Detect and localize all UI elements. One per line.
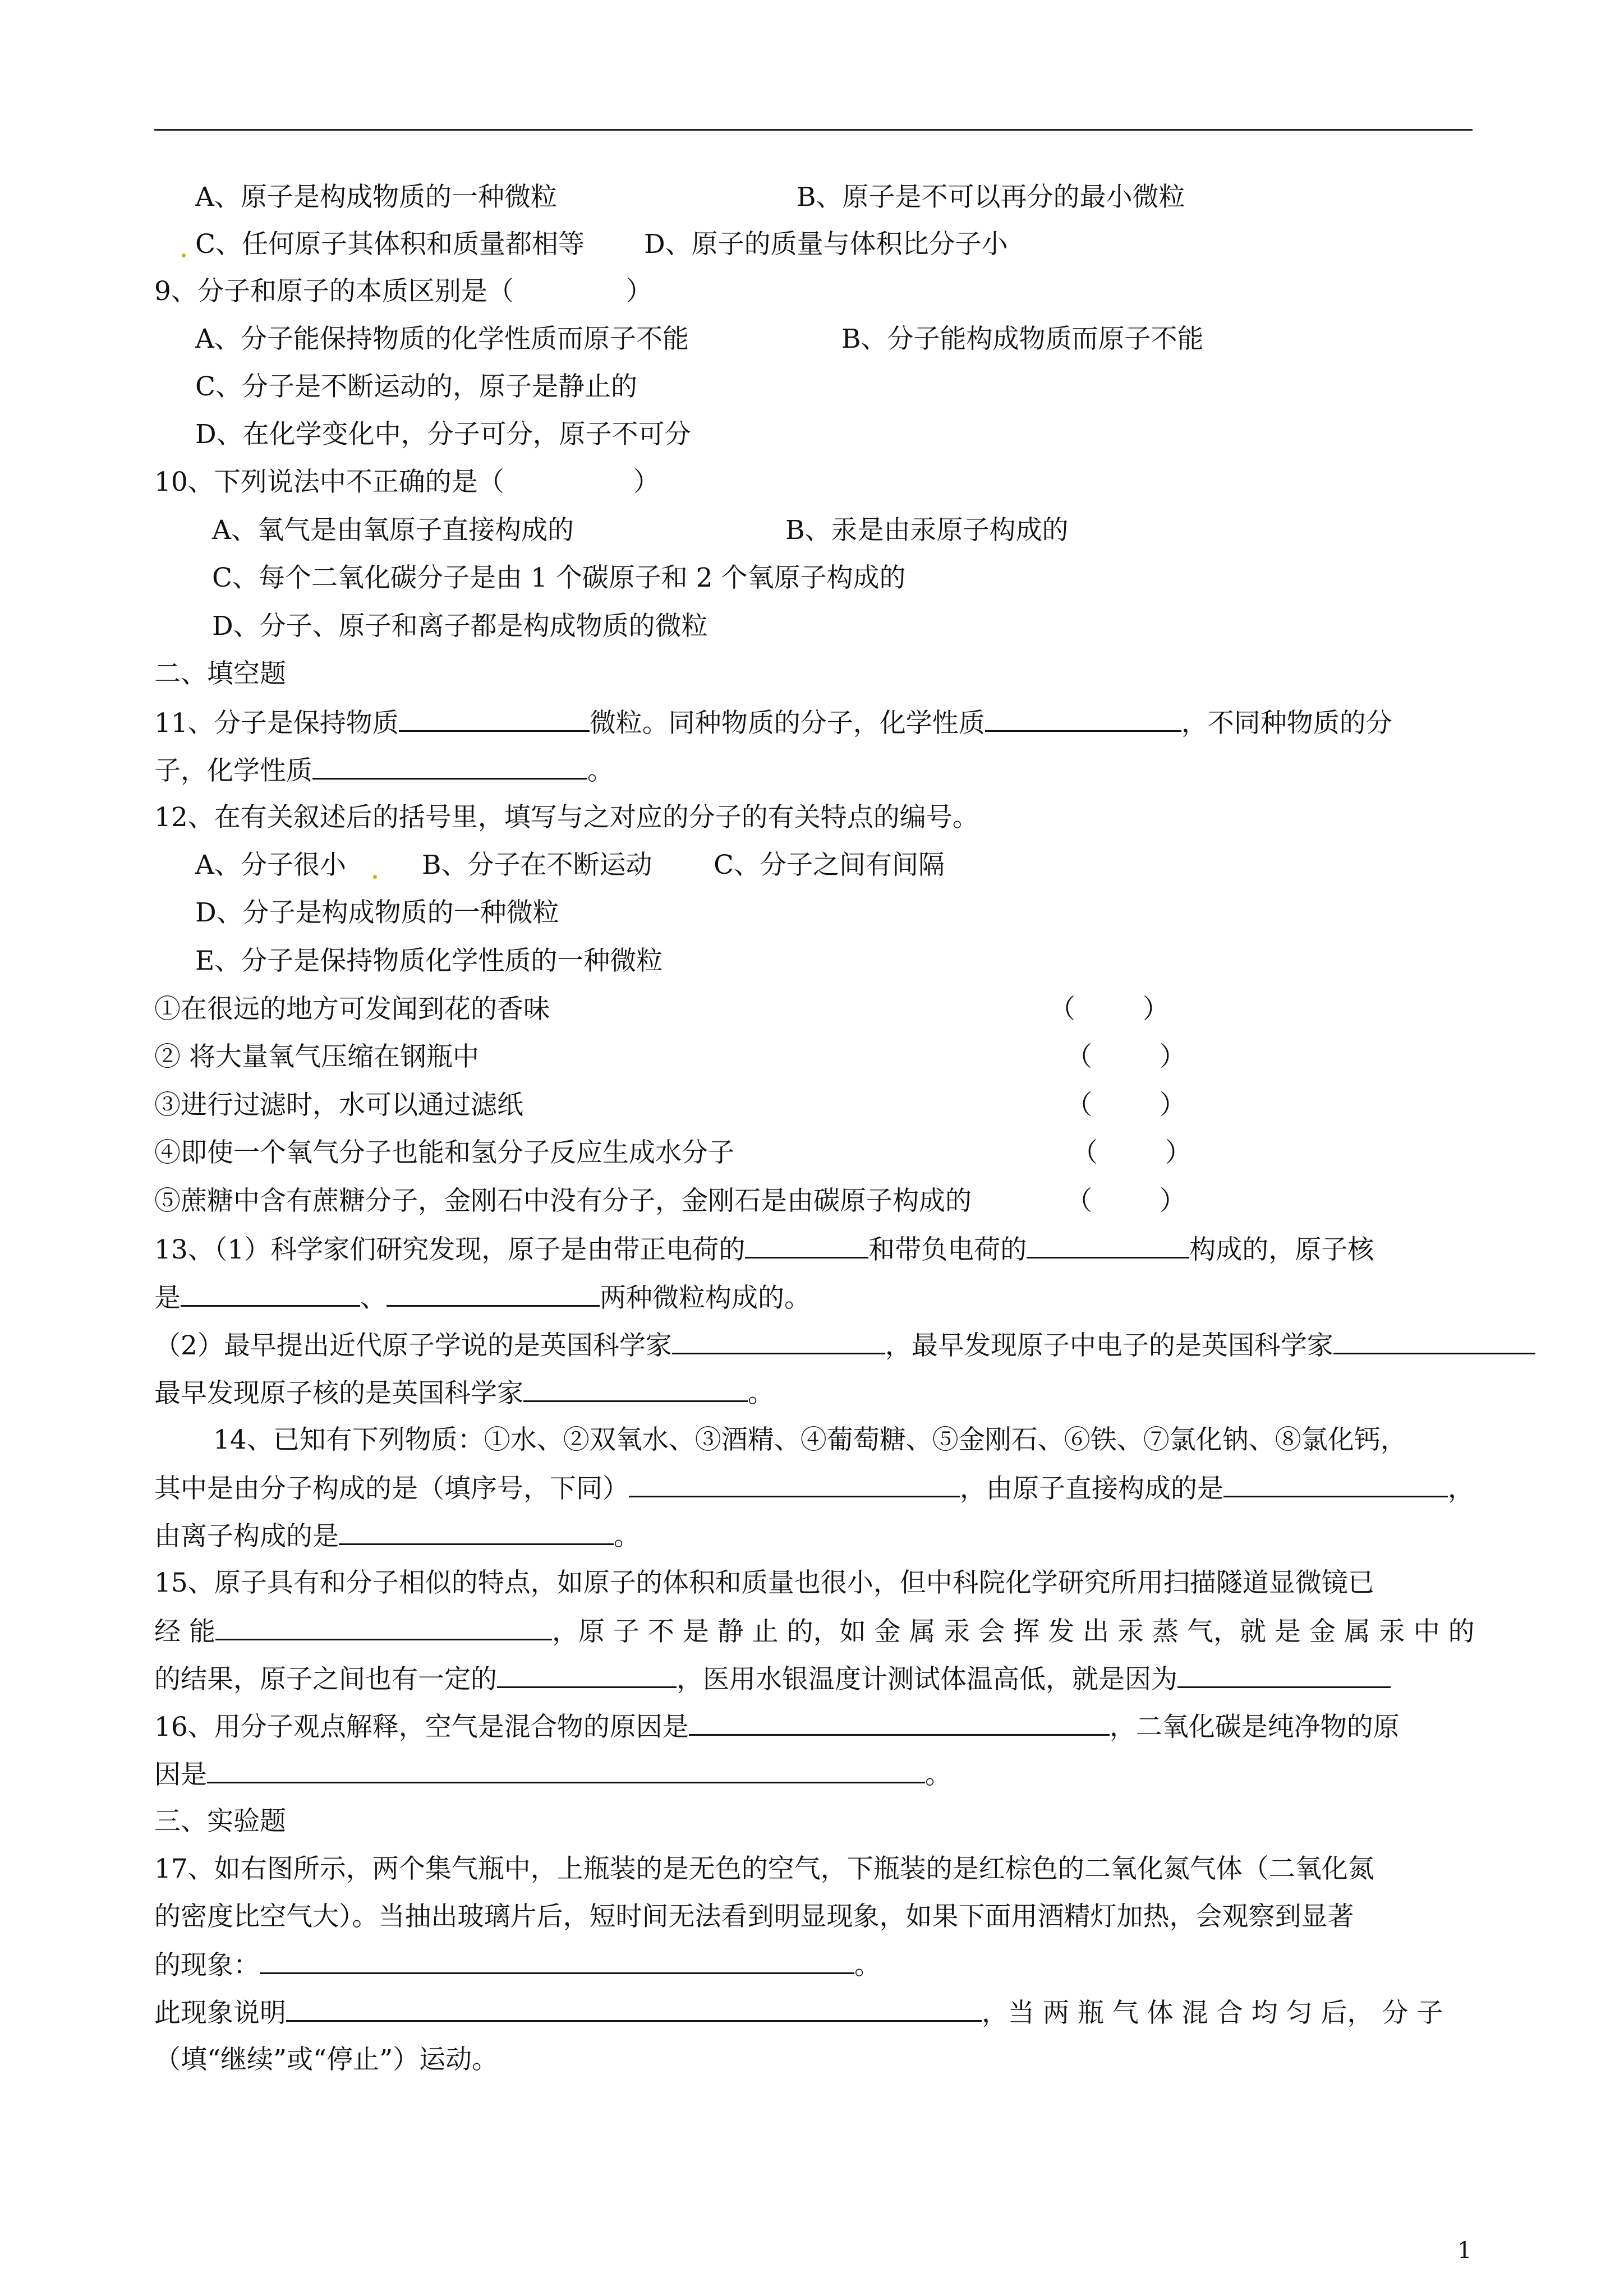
section-experiment-heading: 三、实验题 [154,1806,286,1837]
q10-option-c: C、每个二氧化碳分子是由 1 个碳原子和 2 个氧原子构成的 [212,563,906,593]
q16-blank-2[interactable] [207,1757,925,1783]
q15-blank-1[interactable] [215,1614,552,1640]
q12-item-3: ③进行过滤时，水可以通过滤纸 [154,1090,523,1121]
q15-blank-3[interactable] [1177,1662,1391,1688]
q16-blank-1[interactable] [689,1709,1110,1736]
q9-option-a: A、分子能保持物质的化学性质而原子不能 [195,324,689,354]
q17-blank-2[interactable] [286,1995,982,2022]
q17-line5: （填“继续”或“停止”）运动。 [154,2044,499,2075]
q13-blank-1[interactable] [745,1232,868,1258]
q8-option-c: C、任何原子其体积和质量都相等 [195,229,585,260]
q12-option-d: D、分子是构成物质的一种微粒 [195,897,559,928]
q12-option-c: C、分子之间有间隔 [714,850,945,880]
q15-line3: 的结果，原子之间也有一定的 ，医用水银温度计测试体温高低，就是因为 [154,1662,1391,1696]
q8-option-b: B、原子是不可以再分的最小微粒 [797,182,1185,213]
q12-stem: 12、在有关叙述后的括号里，填写与之对应的分子的有关特点的编号。 [154,802,979,833]
q15-line1: 15、原子具有和分子相似的特点，如原子的体积和质量也很小，但中科院化学研究所用扫描隧道显微镜已 [154,1567,1374,1598]
q12-answer-paren-2[interactable]: （ ） [1066,1041,1186,1072]
q11-line2: 子，化学性质 。 [154,753,614,788]
q14-line2: 其中是由分子构成的是（填序号，下同） ，由原子直接构成的是 ， [154,1471,1474,1506]
q13-blank-3[interactable] [181,1280,360,1307]
q13-line3: （2）最早提出近代原子学说的是英国科学家 ，最早发现原子中电子的是英国科学家 [154,1328,1535,1363]
q12-option-e: E、分子是保持物质化学性质的一种微粒 [195,946,663,976]
q10-stem: 10、下列说法中不正确的是（ ） [154,467,660,497]
q8-option-d: D、原子的质量与体积比分子小 [644,229,1008,260]
q14-blank-1[interactable] [629,1471,960,1497]
q11-blank-3[interactable] [312,753,587,780]
q12-item-5: ⑤蔗糖中含有蔗糖分子，金刚石中没有分子，金刚石是由碳原子构成的 [154,1186,972,1216]
q14-line3: 由离子构成的是 。 [154,1519,640,1553]
q17-line3: 的现象： 。 [154,1948,881,1983]
q14-blank-2[interactable] [1223,1471,1448,1497]
q8-option-a: A、原子是构成物质的一种微粒 [195,182,557,213]
q10-option-a: A、氧气是由氧原子直接构成的 [212,515,574,546]
stray-dot [373,875,377,879]
page-number: 1 [1457,2238,1472,2263]
q13-blank-7[interactable] [523,1376,748,1402]
q10-option-b: B、汞是由汞原子构成的 [785,515,1069,546]
q13-line4: 最早发现原子核的是英国科学家 。 [154,1376,774,1410]
q12-option-a: A、分子很小 [195,850,346,880]
q10-option-d: D、分子、原子和离子都是构成物质的微粒 [212,611,708,642]
q13-line1: 13、（1）科学家们研究发现，原子是由带正电荷的 和带负电荷的 构成的，原子核 [154,1232,1374,1267]
q13-blank-4[interactable] [387,1280,600,1307]
q13-blank-6[interactable] [1333,1328,1535,1354]
q11-blank-2[interactable] [985,706,1181,732]
q12-item-2: ② 将大量氧气压缩在钢瓶中 [154,1041,479,1072]
q17-blank-1[interactable] [260,1948,854,1974]
header-rule [154,129,1473,131]
q9-option-b: B、分子能构成物质而原子不能 [841,324,1204,354]
q17-line2: 的密度比空气大）。当抽出玻璃片后，短时间无法看到明显现象，如果下面用酒精灯加热，会观察到显著 [154,1901,1354,1932]
q12-answer-paren-4[interactable]: （ ） [1071,1137,1191,1168]
section-fill-blank-heading: 二、填空题 [154,658,286,689]
q17-line1: 17、如右图所示，两个集气瓶中，上瓶装的是无色的空气，下瓶装的是红棕色的二氧化氮气体（二氧化氮 [154,1854,1374,1884]
q16-line2: 因是 。 [154,1757,951,1792]
q14-line1: 14、已知有下列物质：①水、②双氧水、③酒精、④葡萄糖、⑤金刚石、⑥铁、⑦氯化钠、⑧氯化钙， [213,1424,1407,1455]
q12-answer-paren-5[interactable]: （ ） [1066,1186,1186,1216]
q12-answer-paren-1[interactable]: （ ） [1049,994,1169,1025]
q11-line1: 11、分子是保持物质 微粒。同种物质的分子，化学性质 ，不同种物质的分 [154,706,1392,740]
q9-option-d: D、在化学变化中，分子可分，原子不可分 [195,419,691,450]
q14-blank-3[interactable] [339,1519,614,1545]
stray-dot [182,253,186,257]
q12-option-b: B、分子在不断运动 [422,850,652,880]
q12-item-1: ①在很远的地方可发闻到花的香味 [154,994,550,1025]
q12-answer-paren-3[interactable]: （ ） [1066,1090,1186,1121]
q16-line1: 16、用分子观点解释，空气是混合物的原因是 ，二氧化碳是纯净物的原 [154,1709,1400,1744]
q17-line4: 此现象说明 ，当 两 瓶 气 体 混 合 均 匀 后， 分 子 [154,1995,1443,2030]
q9-stem: 9、分子和原子的本质区别是（ ） [154,276,652,307]
q9-option-c: C、分子是不断运动的，原子是静止的 [195,371,637,402]
q12-item-4: ④即使一个氧气分子也能和氢分子反应生成水分子 [154,1137,734,1168]
q13-blank-2[interactable] [1027,1232,1189,1258]
q15-blank-2[interactable] [497,1662,677,1688]
q15-line2: 经 能 ，原 子 不 是 静 止 的，如 金 属 汞 会 挥 发 出 汞 蒸 气，就 是 金 属 汞 中 的 [154,1614,1475,1649]
q11-blank-1[interactable] [399,706,590,732]
q13-line2: 是 、 两种微粒构成的。 [154,1280,811,1315]
q13-blank-5[interactable] [672,1328,885,1354]
